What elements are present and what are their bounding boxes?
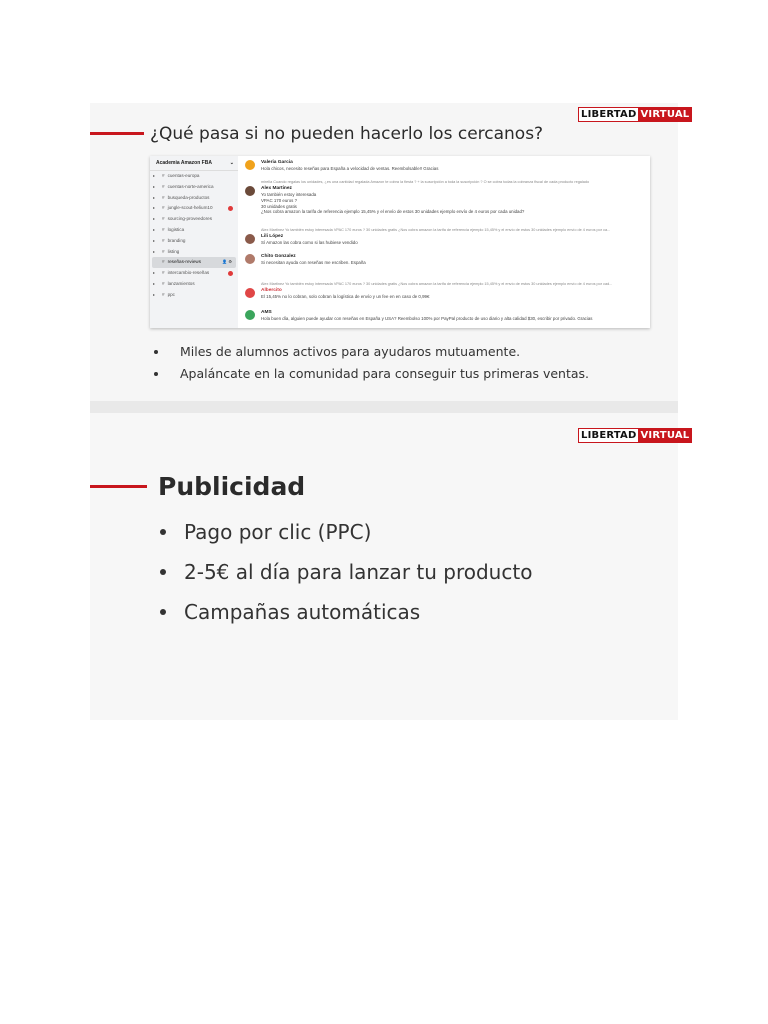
channel-label: sourcing-proveedores — [167, 216, 212, 222]
channel-item[interactable] — [150, 171, 238, 182]
message-list: Valeria Garcia Hola chicos, necesito reseñas para España a velocidad de ventas. Reembolsable!! Gracias mirella Cuando regalas los unidades, ¿es una cantidad regalada Amazon te cobra la fiesta ? + la suscripción a toda la suscripción ? O se cobra todas la cobranza fiscal de cada producto regalado Alex Martinez Yo también estoy interesada VPAC 170 euros ? 30 unidades gratis ¿Nos cobra amazon la tarifa de referencia ejemplo 15,45% y el envío de estos 30 unidades ejemplo envío de 4 euros por cada unidad? Alex Martinez Yo también estoy interesada VPAC 170 euros ? 30 unidades gratis ¿Nos cobra amazon la tarifa de referencia ejemplo 15,45% y el envío de estos 30 unidades ejemplo envío de 4 euros por ca... Lili López Sí Amazon las cobra como si las hubiese vendido Chito Gonzalez Si necesitan ayuda con reseñas me escriben. España Alex Martinez Yo también estoy interesada VPAC 170 euros ? 30 unidades gratis ¿Nos cobra amazon la tarifa de referencia ejemplo 15,45% y el envío de estos 30 unidades ejemplo envío de 4 euros por cad... Albercito El 15,45% no lo cobran, solo cobran la logística de envío y un fee en en caso de 0,99€ AMS Hola buen día, alguien puede ayudar con reseñas en España y USA? Reembolso 100% por PayPal producto de uso diario y alta calidad $30, escribir por privado. Gracias — [242, 156, 646, 328]
bullet-list — [150, 341, 650, 385]
channel-label: busqueda-productos — [167, 194, 210, 200]
hashtag-icon: # — [162, 205, 165, 211]
channel-item[interactable] — [150, 214, 238, 225]
notification-badge — [228, 271, 233, 276]
avatar — [245, 310, 255, 320]
channel-label: branding — [167, 237, 186, 243]
slide-title: Publicidad — [158, 472, 306, 501]
hashtag-icon: # — [162, 216, 165, 222]
channel-settings-icon[interactable]: 👤 ⚙ — [222, 259, 232, 265]
channel-label: cuentas-europa — [167, 173, 200, 178]
notification-badge — [228, 206, 233, 211]
chevron-right-icon: ▸ — [153, 183, 156, 189]
slide-title: ¿Qué pasa si no pueden hacerlo los cercanos? — [150, 124, 544, 144]
hashtag-icon: # — [162, 248, 165, 254]
channel-label: jungle-scout-helium10 — [167, 205, 213, 211]
channel-item[interactable] — [150, 290, 238, 301]
channel-label: logistica — [167, 226, 185, 232]
chevron-right-icon: ▸ — [153, 205, 156, 211]
avatar — [245, 254, 255, 264]
channel-item[interactable] — [150, 203, 238, 214]
title-accent-line — [90, 485, 147, 488]
hashtag-icon: # — [162, 237, 165, 243]
avatar — [245, 186, 255, 196]
avatar — [245, 234, 255, 244]
chevron-right-icon: ▸ — [153, 194, 156, 200]
brand-logo: LIBERTAD VIRTUAL — [578, 107, 692, 122]
channel-label: lanzamientos — [167, 280, 195, 286]
hashtag-icon: # — [162, 183, 165, 189]
avatar — [245, 288, 255, 298]
hashtag-icon: # — [162, 226, 165, 232]
bullet-item: Campañas automáticas — [157, 592, 637, 632]
hashtag-icon: # — [162, 259, 165, 265]
chevron-down-icon: ⌄ — [229, 160, 234, 166]
chevron-right-icon: ▸ — [153, 216, 156, 222]
channel-label: cuentas-norte-america — [167, 183, 214, 189]
channel-sidebar — [150, 156, 238, 328]
hashtag-icon: # — [162, 173, 165, 178]
channel-item[interactable] — [150, 193, 238, 204]
bullet-list — [157, 512, 637, 632]
hashtag-icon: # — [162, 291, 165, 297]
chevron-right-icon: ▸ — [153, 280, 156, 286]
slide-divider — [90, 401, 678, 413]
hashtag-icon: # — [162, 194, 165, 200]
chevron-right-icon: ▸ — [153, 291, 156, 297]
bullet-item: Apaláncate en la comunidad para conseguir tus primeras ventas. — [150, 363, 650, 385]
chevron-right-icon: ▸ — [153, 173, 156, 178]
brand-logo: LIBERTAD VIRTUAL — [578, 428, 692, 443]
channel-label: intercambio-reseñas — [167, 270, 210, 276]
server-name: Academia Amazon FBA ⌄ — [150, 156, 238, 171]
bullet-item: Miles de alumnos activos para ayudaros mutuamente. — [150, 341, 650, 363]
channel-label: listing — [167, 248, 180, 254]
channel-item[interactable] — [150, 182, 238, 193]
bullet-item: Pago por clic (PPC) — [157, 512, 637, 552]
channel-item[interactable] — [150, 225, 238, 236]
chevron-right-icon: ▸ — [153, 270, 156, 276]
channel-item[interactable] — [150, 279, 238, 290]
bullet-item: 2-5€ al día para lanzar tu producto — [157, 552, 637, 592]
channel-item[interactable] — [150, 247, 238, 258]
channel-label: ppc — [167, 291, 175, 297]
discord-screenshot — [150, 156, 650, 328]
chevron-right-icon: ▸ — [153, 237, 156, 243]
hashtag-icon: # — [162, 270, 165, 276]
channel-item[interactable] — [152, 257, 236, 268]
channel-item[interactable] — [150, 268, 238, 279]
avatar — [245, 160, 255, 170]
chevron-right-icon: ▸ — [153, 248, 156, 254]
channel-item[interactable] — [150, 236, 238, 247]
chevron-right-icon: ▸ — [153, 226, 156, 232]
title-accent-line — [90, 132, 144, 135]
hashtag-icon: # — [162, 280, 165, 286]
channel-label: reseñas-reviews — [167, 259, 202, 265]
